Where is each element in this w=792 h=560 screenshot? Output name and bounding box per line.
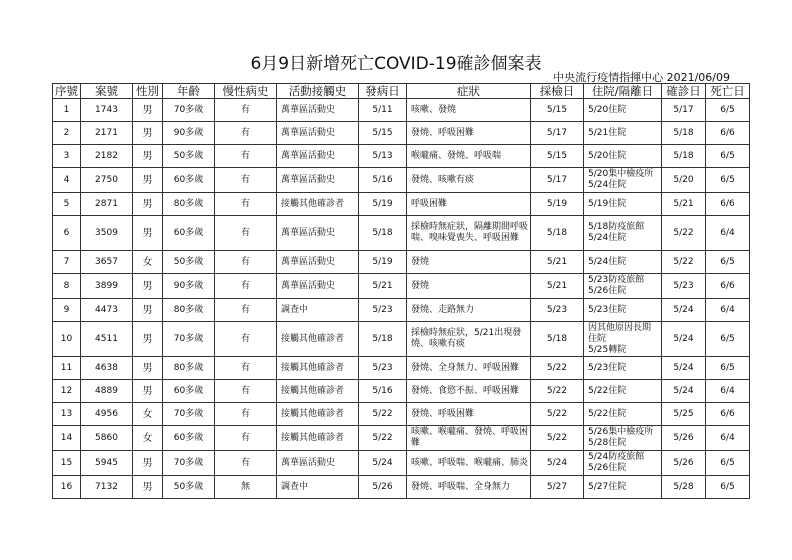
cell-age: 70多歲 <box>163 403 215 426</box>
cell-sex: 男 <box>133 168 163 193</box>
cell-contact: 萬華區活動史 <box>277 168 359 193</box>
cell-confirm: 5/21 <box>662 193 706 216</box>
cell-symptoms: 發燒、走路無力 <box>407 299 531 322</box>
cell-case-no: 3657 <box>81 251 133 274</box>
cell-death: 6/4 <box>706 216 750 251</box>
table-row <box>53 168 750 193</box>
table-row <box>53 299 750 322</box>
table-row <box>53 322 750 357</box>
cell-death: 6/6 <box>706 274 750 299</box>
cell-confirm: 5/26 <box>662 426 706 451</box>
cell-death: 6/5 <box>706 451 750 476</box>
cell-death: 6/6 <box>706 122 750 145</box>
cell-death: 6/6 <box>706 193 750 216</box>
cell-death: 6/4 <box>706 380 750 403</box>
cell-chronic: 有 <box>215 299 277 322</box>
cell-onset: 5/16 <box>359 380 407 403</box>
cell-test-date: 5/23 <box>531 299 584 322</box>
cell-seq: 1 <box>53 99 81 122</box>
cell-contact: 萬華區活動史 <box>277 274 359 299</box>
cell-confirm: 5/23 <box>662 274 706 299</box>
cell-contact: 萬華區活動史 <box>277 216 359 251</box>
cell-hospital: 5/20住院 <box>584 145 662 168</box>
cell-symptoms: 發燒、呼吸困難 <box>407 403 531 426</box>
cell-onset: 5/22 <box>359 403 407 426</box>
cell-chronic: 有 <box>215 122 277 145</box>
cell-hospital: 5/23防疫旅館 5/26住院 <box>584 274 662 299</box>
header-cell: 慢性病史 <box>215 84 277 99</box>
cell-symptoms: 採檢時無症狀，5/21出現發燒、咳嗽有痰 <box>407 322 531 357</box>
cell-test-date: 5/27 <box>531 476 584 499</box>
cell-test-date: 5/22 <box>531 403 584 426</box>
cell-onset: 5/18 <box>359 322 407 357</box>
cell-onset: 5/21 <box>359 274 407 299</box>
cell-symptoms: 呼吸困難 <box>407 193 531 216</box>
cell-confirm: 5/18 <box>662 145 706 168</box>
cell-age: 90多歲 <box>163 122 215 145</box>
cell-onset: 5/13 <box>359 145 407 168</box>
cell-seq: 5 <box>53 193 81 216</box>
cell-contact: 調查中 <box>277 476 359 499</box>
header-cell: 年齡 <box>163 84 215 99</box>
header-cell: 採檢日 <box>531 84 584 99</box>
cell-chronic: 有 <box>215 322 277 357</box>
cell-hospital: 5/21住院 <box>584 122 662 145</box>
cell-seq: 2 <box>53 122 81 145</box>
cell-confirm: 5/25 <box>662 403 706 426</box>
cell-test-date: 5/18 <box>531 322 584 357</box>
cell-case-no: 2171 <box>81 122 133 145</box>
cell-sex: 男 <box>133 476 163 499</box>
cell-case-no: 3899 <box>81 274 133 299</box>
cell-test-date: 5/19 <box>531 193 584 216</box>
table-body <box>53 99 750 499</box>
cell-case-no: 5860 <box>81 426 133 451</box>
cell-contact: 接觸其他確診者 <box>277 193 359 216</box>
cell-symptoms: 咳嗽、呼吸喘、喉嚨痛、肺炎 <box>407 451 531 476</box>
cell-age: 60多歲 <box>163 380 215 403</box>
cell-case-no: 7132 <box>81 476 133 499</box>
cell-age: 50多歲 <box>163 251 215 274</box>
cell-confirm: 5/26 <box>662 451 706 476</box>
cell-test-date: 5/15 <box>531 145 584 168</box>
cell-sex: 男 <box>133 99 163 122</box>
cell-age: 70多歲 <box>163 322 215 357</box>
table-row <box>53 251 750 274</box>
cell-age: 50多歲 <box>163 145 215 168</box>
cell-hospital: 5/24防疫旅館 5/26住院 <box>584 451 662 476</box>
cell-case-no: 2182 <box>81 145 133 168</box>
table-row <box>53 426 750 451</box>
cell-seq: 3 <box>53 145 81 168</box>
cell-death: 6/4 <box>706 426 750 451</box>
cell-symptoms: 發燒 <box>407 251 531 274</box>
cell-hospital: 5/23住院 <box>584 299 662 322</box>
cell-hospital: 5/20住院 <box>584 99 662 122</box>
table-row <box>53 193 750 216</box>
cell-age: 80多歲 <box>163 299 215 322</box>
header-row <box>53 84 750 99</box>
cell-symptoms: 採檢時無症狀，隔離期間呼吸喘、嗅味覺喪失、呼吸困難 <box>407 216 531 251</box>
header-cell: 性別 <box>133 84 163 99</box>
cell-seq: 6 <box>53 216 81 251</box>
cell-seq: 11 <box>53 357 81 380</box>
cell-confirm: 5/24 <box>662 299 706 322</box>
cell-chronic: 有 <box>215 216 277 251</box>
cell-sex: 女 <box>133 403 163 426</box>
cell-onset: 5/11 <box>359 99 407 122</box>
cell-test-date: 5/21 <box>531 274 584 299</box>
cell-death: 6/5 <box>706 476 750 499</box>
cell-sex: 男 <box>133 357 163 380</box>
cell-hospital: 5/24住院 <box>584 251 662 274</box>
cell-death: 6/4 <box>706 299 750 322</box>
cell-age: 60多歲 <box>163 168 215 193</box>
cell-chronic: 有 <box>215 403 277 426</box>
cell-death: 6/5 <box>706 322 750 357</box>
cell-hospital: 5/20集中檢疫所 5/24住院 <box>584 168 662 193</box>
cell-symptoms: 發燒、呼吸困難 <box>407 122 531 145</box>
cell-case-no: 1743 <box>81 99 133 122</box>
table-row <box>53 451 750 476</box>
cell-contact: 萬華區活動史 <box>277 145 359 168</box>
cell-sex: 男 <box>133 451 163 476</box>
header-cell: 發病日 <box>359 84 407 99</box>
cell-contact: 接觸其他確診者 <box>277 403 359 426</box>
cell-hospital: 5/26集中檢疫所 5/28住院 <box>584 426 662 451</box>
cell-sex: 女 <box>133 426 163 451</box>
cell-seq: 7 <box>53 251 81 274</box>
cell-case-no: 4956 <box>81 403 133 426</box>
cell-contact: 接觸其他確診者 <box>277 426 359 451</box>
table-row <box>53 403 750 426</box>
cell-death: 6/5 <box>706 251 750 274</box>
cell-hospital: 5/27住院 <box>584 476 662 499</box>
cell-sex: 男 <box>133 216 163 251</box>
cell-onset: 5/19 <box>359 193 407 216</box>
cell-death: 6/5 <box>706 357 750 380</box>
cell-seq: 4 <box>53 168 81 193</box>
cell-sex: 男 <box>133 380 163 403</box>
cell-case-no: 5945 <box>81 451 133 476</box>
page-title: 6月9日新增死亡COVID-19確診個案表 <box>250 54 542 74</box>
cell-onset: 5/19 <box>359 251 407 274</box>
cell-hospital: 因其他原因長期住院 5/25轉院 <box>584 322 662 357</box>
cell-symptoms: 發燒 <box>407 274 531 299</box>
cell-hospital: 5/18防疫旅館 5/24住院 <box>584 216 662 251</box>
table-row <box>53 216 750 251</box>
cell-confirm: 5/20 <box>662 168 706 193</box>
cell-test-date: 5/17 <box>531 168 584 193</box>
cell-symptoms: 咳嗽、喉嚨痛、發燒、呼吸困難 <box>407 426 531 451</box>
cell-hospital: 5/22住院 <box>584 403 662 426</box>
cell-death: 6/5 <box>706 145 750 168</box>
cell-contact: 萬華區活動史 <box>277 251 359 274</box>
table-row <box>53 380 750 403</box>
cell-test-date: 5/22 <box>531 426 584 451</box>
cell-death: 6/5 <box>706 168 750 193</box>
table-row <box>53 99 750 122</box>
header-cell: 序號 <box>53 84 81 99</box>
cell-chronic: 有 <box>215 193 277 216</box>
cell-age: 80多歲 <box>163 193 215 216</box>
cell-death: 6/5 <box>706 99 750 122</box>
cell-chronic: 有 <box>215 251 277 274</box>
cell-contact: 調查中 <box>277 299 359 322</box>
cell-onset: 5/23 <box>359 299 407 322</box>
cell-contact: 萬華區活動史 <box>277 122 359 145</box>
cell-confirm: 5/18 <box>662 122 706 145</box>
cell-case-no: 4889 <box>81 380 133 403</box>
cell-confirm: 5/22 <box>662 251 706 274</box>
cell-chronic: 有 <box>215 426 277 451</box>
cell-confirm: 5/24 <box>662 322 706 357</box>
cell-chronic: 有 <box>215 145 277 168</box>
cell-case-no: 4473 <box>81 299 133 322</box>
cell-death: 6/6 <box>706 403 750 426</box>
cell-symptoms: 喉嚨痛、發燒、呼吸喘 <box>407 145 531 168</box>
cell-seq: 9 <box>53 299 81 322</box>
cell-onset: 5/23 <box>359 357 407 380</box>
cell-sex: 男 <box>133 193 163 216</box>
cell-symptoms: 發燒、咳嗽有痰 <box>407 168 531 193</box>
cell-contact: 萬華區活動史 <box>277 451 359 476</box>
cell-chronic: 有 <box>215 357 277 380</box>
cell-contact: 接觸其他確診者 <box>277 380 359 403</box>
table-row <box>53 122 750 145</box>
cell-test-date: 5/18 <box>531 216 584 251</box>
cell-sex: 男 <box>133 274 163 299</box>
cell-test-date: 5/21 <box>531 251 584 274</box>
cell-age: 60多歲 <box>163 216 215 251</box>
cell-symptoms: 發燒、呼吸喘、全身無力 <box>407 476 531 499</box>
cell-confirm: 5/24 <box>662 380 706 403</box>
cell-seq: 16 <box>53 476 81 499</box>
cell-onset: 5/15 <box>359 122 407 145</box>
cell-seq: 12 <box>53 380 81 403</box>
header-cell: 確診日 <box>662 84 706 99</box>
cell-contact: 萬華區活動史 <box>277 99 359 122</box>
cell-confirm: 5/28 <box>662 476 706 499</box>
cell-seq: 10 <box>53 322 81 357</box>
case-table <box>52 83 750 499</box>
cell-case-no: 2871 <box>81 193 133 216</box>
cell-age: 70多歲 <box>163 99 215 122</box>
cell-sex: 女 <box>133 251 163 274</box>
cell-test-date: 5/17 <box>531 122 584 145</box>
cell-hospital: 5/22住院 <box>584 380 662 403</box>
table-row <box>53 476 750 499</box>
cell-chronic: 有 <box>215 380 277 403</box>
cell-chronic: 無 <box>215 476 277 499</box>
cell-confirm: 5/22 <box>662 216 706 251</box>
cell-chronic: 有 <box>215 168 277 193</box>
cell-age: 50多歲 <box>163 476 215 499</box>
cell-chronic: 有 <box>215 274 277 299</box>
cell-onset: 5/18 <box>359 216 407 251</box>
table-row <box>53 145 750 168</box>
header-cell: 案號 <box>81 84 133 99</box>
cell-hospital: 5/19住院 <box>584 193 662 216</box>
cell-onset: 5/26 <box>359 476 407 499</box>
table-row <box>53 357 750 380</box>
cell-confirm: 5/24 <box>662 357 706 380</box>
cell-confirm: 5/17 <box>662 99 706 122</box>
header-cell: 住院/隔離日 <box>584 84 662 99</box>
header-cell: 死亡日 <box>706 84 750 99</box>
cell-seq: 13 <box>53 403 81 426</box>
cell-case-no: 4638 <box>81 357 133 380</box>
cell-onset: 5/24 <box>359 451 407 476</box>
cell-sex: 男 <box>133 322 163 357</box>
cell-age: 90多歲 <box>163 274 215 299</box>
cell-case-no: 2750 <box>81 168 133 193</box>
cell-test-date: 5/22 <box>531 357 584 380</box>
source-note: 中央流行疫情指揮中心 2021/06/09 <box>553 71 730 84</box>
cell-test-date: 5/15 <box>531 99 584 122</box>
cell-sex: 男 <box>133 299 163 322</box>
cell-onset: 5/22 <box>359 426 407 451</box>
cell-seq: 14 <box>53 426 81 451</box>
cell-symptoms: 咳嗽、發燒 <box>407 99 531 122</box>
cell-test-date: 5/24 <box>531 451 584 476</box>
cell-hospital: 5/23住院 <box>584 357 662 380</box>
cell-sex: 男 <box>133 145 163 168</box>
cell-sex: 男 <box>133 122 163 145</box>
cell-seq: 8 <box>53 274 81 299</box>
cell-chronic: 有 <box>215 451 277 476</box>
cell-test-date: 5/22 <box>531 380 584 403</box>
cell-seq: 15 <box>53 451 81 476</box>
cell-age: 80多歲 <box>163 357 215 380</box>
cell-age: 70多歲 <box>163 451 215 476</box>
cell-contact: 接觸其他確診者 <box>277 322 359 357</box>
cell-case-no: 4511 <box>81 322 133 357</box>
cell-onset: 5/16 <box>359 168 407 193</box>
cell-case-no: 3509 <box>81 216 133 251</box>
header-cell: 活動接觸史 <box>277 84 359 99</box>
cell-symptoms: 發燒、食慾不振、呼吸困難 <box>407 380 531 403</box>
cell-chronic: 有 <box>215 99 277 122</box>
cell-symptoms: 發燒、全身無力、呼吸困難 <box>407 357 531 380</box>
cell-age: 60多歲 <box>163 426 215 451</box>
header-cell: 症狀 <box>407 84 531 99</box>
cell-contact: 接觸其他確診者 <box>277 357 359 380</box>
table-row <box>53 274 750 299</box>
